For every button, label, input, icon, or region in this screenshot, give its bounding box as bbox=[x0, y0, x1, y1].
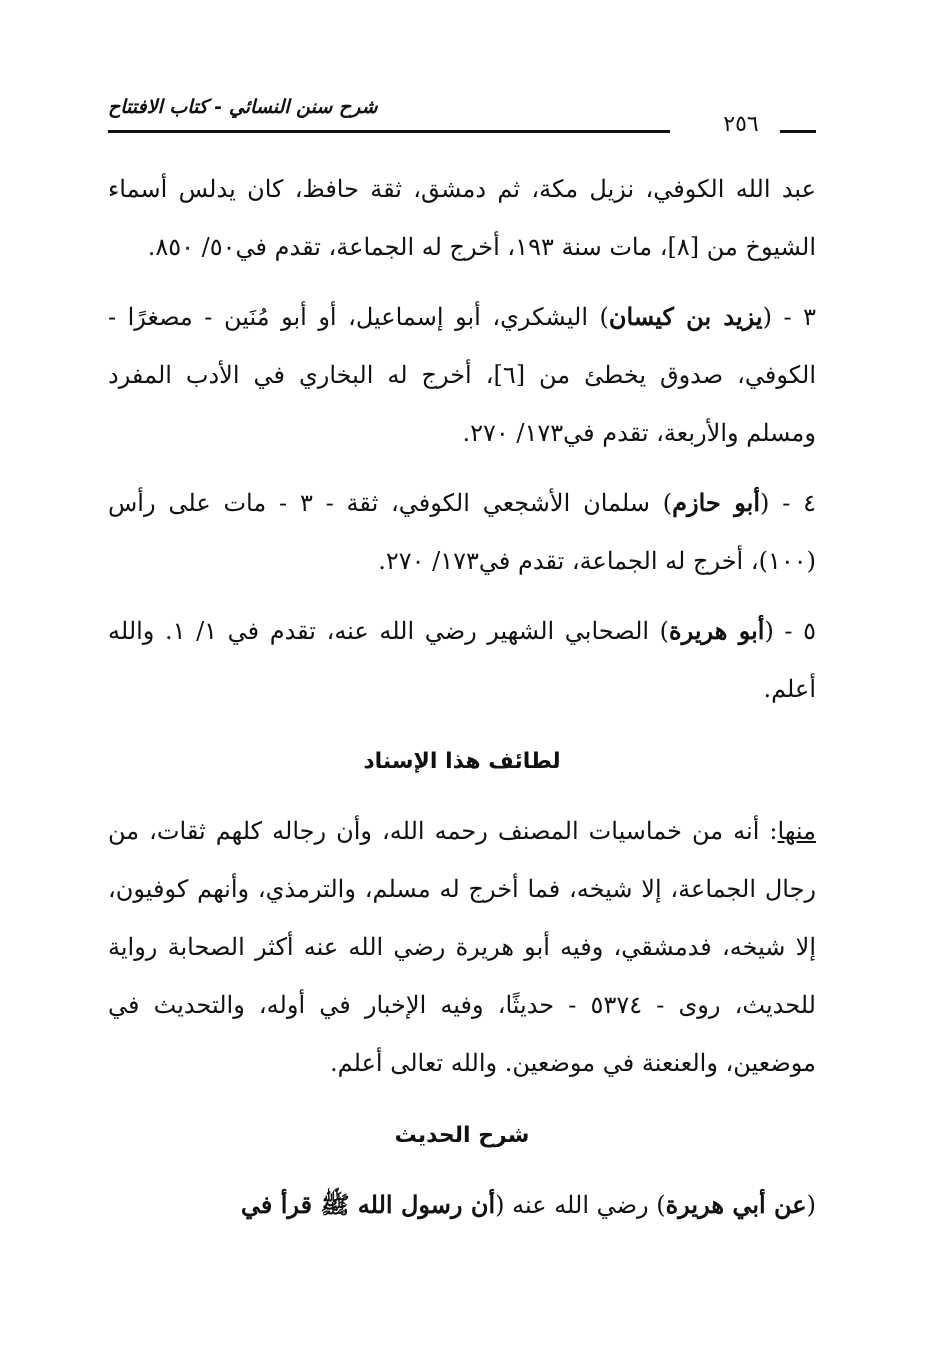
page-body bbox=[108, 160, 816, 1234]
narrator-5-details: ) الصحابي الشهير رضي الله عنه، تقدم في ١/ ١. والله أعلم. bbox=[108, 617, 816, 703]
section-heading-sharh: شرح الحديث bbox=[394, 1123, 530, 1148]
page-number: ٢٥٦ bbox=[723, 112, 759, 137]
running-title: شرح سنن النسائي - كتاب الافتتاح bbox=[108, 96, 378, 118]
isnad-notes-text: : أنه من خماسيات المصنف رحمه الله، وأن رجاله كلهم ثقات، من رجال الجماعة، إلا شيخه، فما أخرج له مسلم، والترمذي، وأنهم كوفيون، إلا شيخه، فدمشقي، وفيه أبو هريرة رضي الله عنه أكثر الصحابة رواية للحديث، روى - ٥٣٧٤ - حديثًا، وفيه الإخبار في أوله، والتحديث في موضعين، والعنعنة في موضعين. والله تعالى أعلم. bbox=[108, 817, 816, 1077]
header-rule bbox=[108, 130, 670, 133]
paragraph-narrator-5 bbox=[108, 602, 816, 718]
section-heading-isnad: لطائف هذا الإسناد bbox=[363, 749, 561, 774]
narrator-3-details: ) اليشكري، أبو إسماعيل، أو أبو مُنَين - مصغرًا - الكوفي، صدوق يخطئ من [٦]، أخرج له البخاري في الأدب المفرد ومسلم والأربعة، تقدم في١٧٣/ ٢٧٠. bbox=[108, 303, 816, 447]
narrator-4-name: أبو حازم bbox=[672, 488, 761, 517]
isnad-notes-lead: منها bbox=[777, 817, 816, 845]
narrator-3-number: ٣ - ( bbox=[762, 303, 817, 331]
sharh-mid: ) رضي الله عنه ( bbox=[495, 1191, 666, 1219]
sharh-quote: أن رسول الله ﷺ قرأ في bbox=[240, 1190, 496, 1219]
narrator-5-name: أبو هريرة bbox=[669, 616, 765, 645]
paragraph-continuation: عبد الله الكوفي، نزيل مكة، ثم دمشق، ثقة حافظ، كان يدلس أسماء الشيوخ من [٨]، مات سنة ١٩٣، أخرج له الجماعة، تقدم في٥٠/ ٨٥٠. bbox=[108, 175, 816, 261]
paragraph-narrator-3 bbox=[108, 288, 816, 462]
paragraph-sharh-start bbox=[108, 1176, 816, 1234]
paragraph-narrator-4 bbox=[108, 474, 816, 590]
narrator-5-number: ٥ - ( bbox=[764, 617, 817, 645]
narrator-4-details: ) سلمان الأشجعي الكوفي، ثقة - ٣ - مات على رأس (١٠٠)، أخرج له الجماعة، تقدم في١٧٣/ ٢٧٠. bbox=[108, 489, 816, 575]
narrator-4-number: ٤ - ( bbox=[760, 489, 816, 517]
sharh-open-paren: ( bbox=[806, 1191, 816, 1219]
page-number-rule bbox=[780, 130, 816, 133]
sharh-narrator: عن أبي هريرة bbox=[665, 1190, 807, 1219]
paragraph-isnad-notes bbox=[108, 802, 816, 1092]
narrator-3-name: يزيد بن كيسان bbox=[608, 302, 763, 331]
